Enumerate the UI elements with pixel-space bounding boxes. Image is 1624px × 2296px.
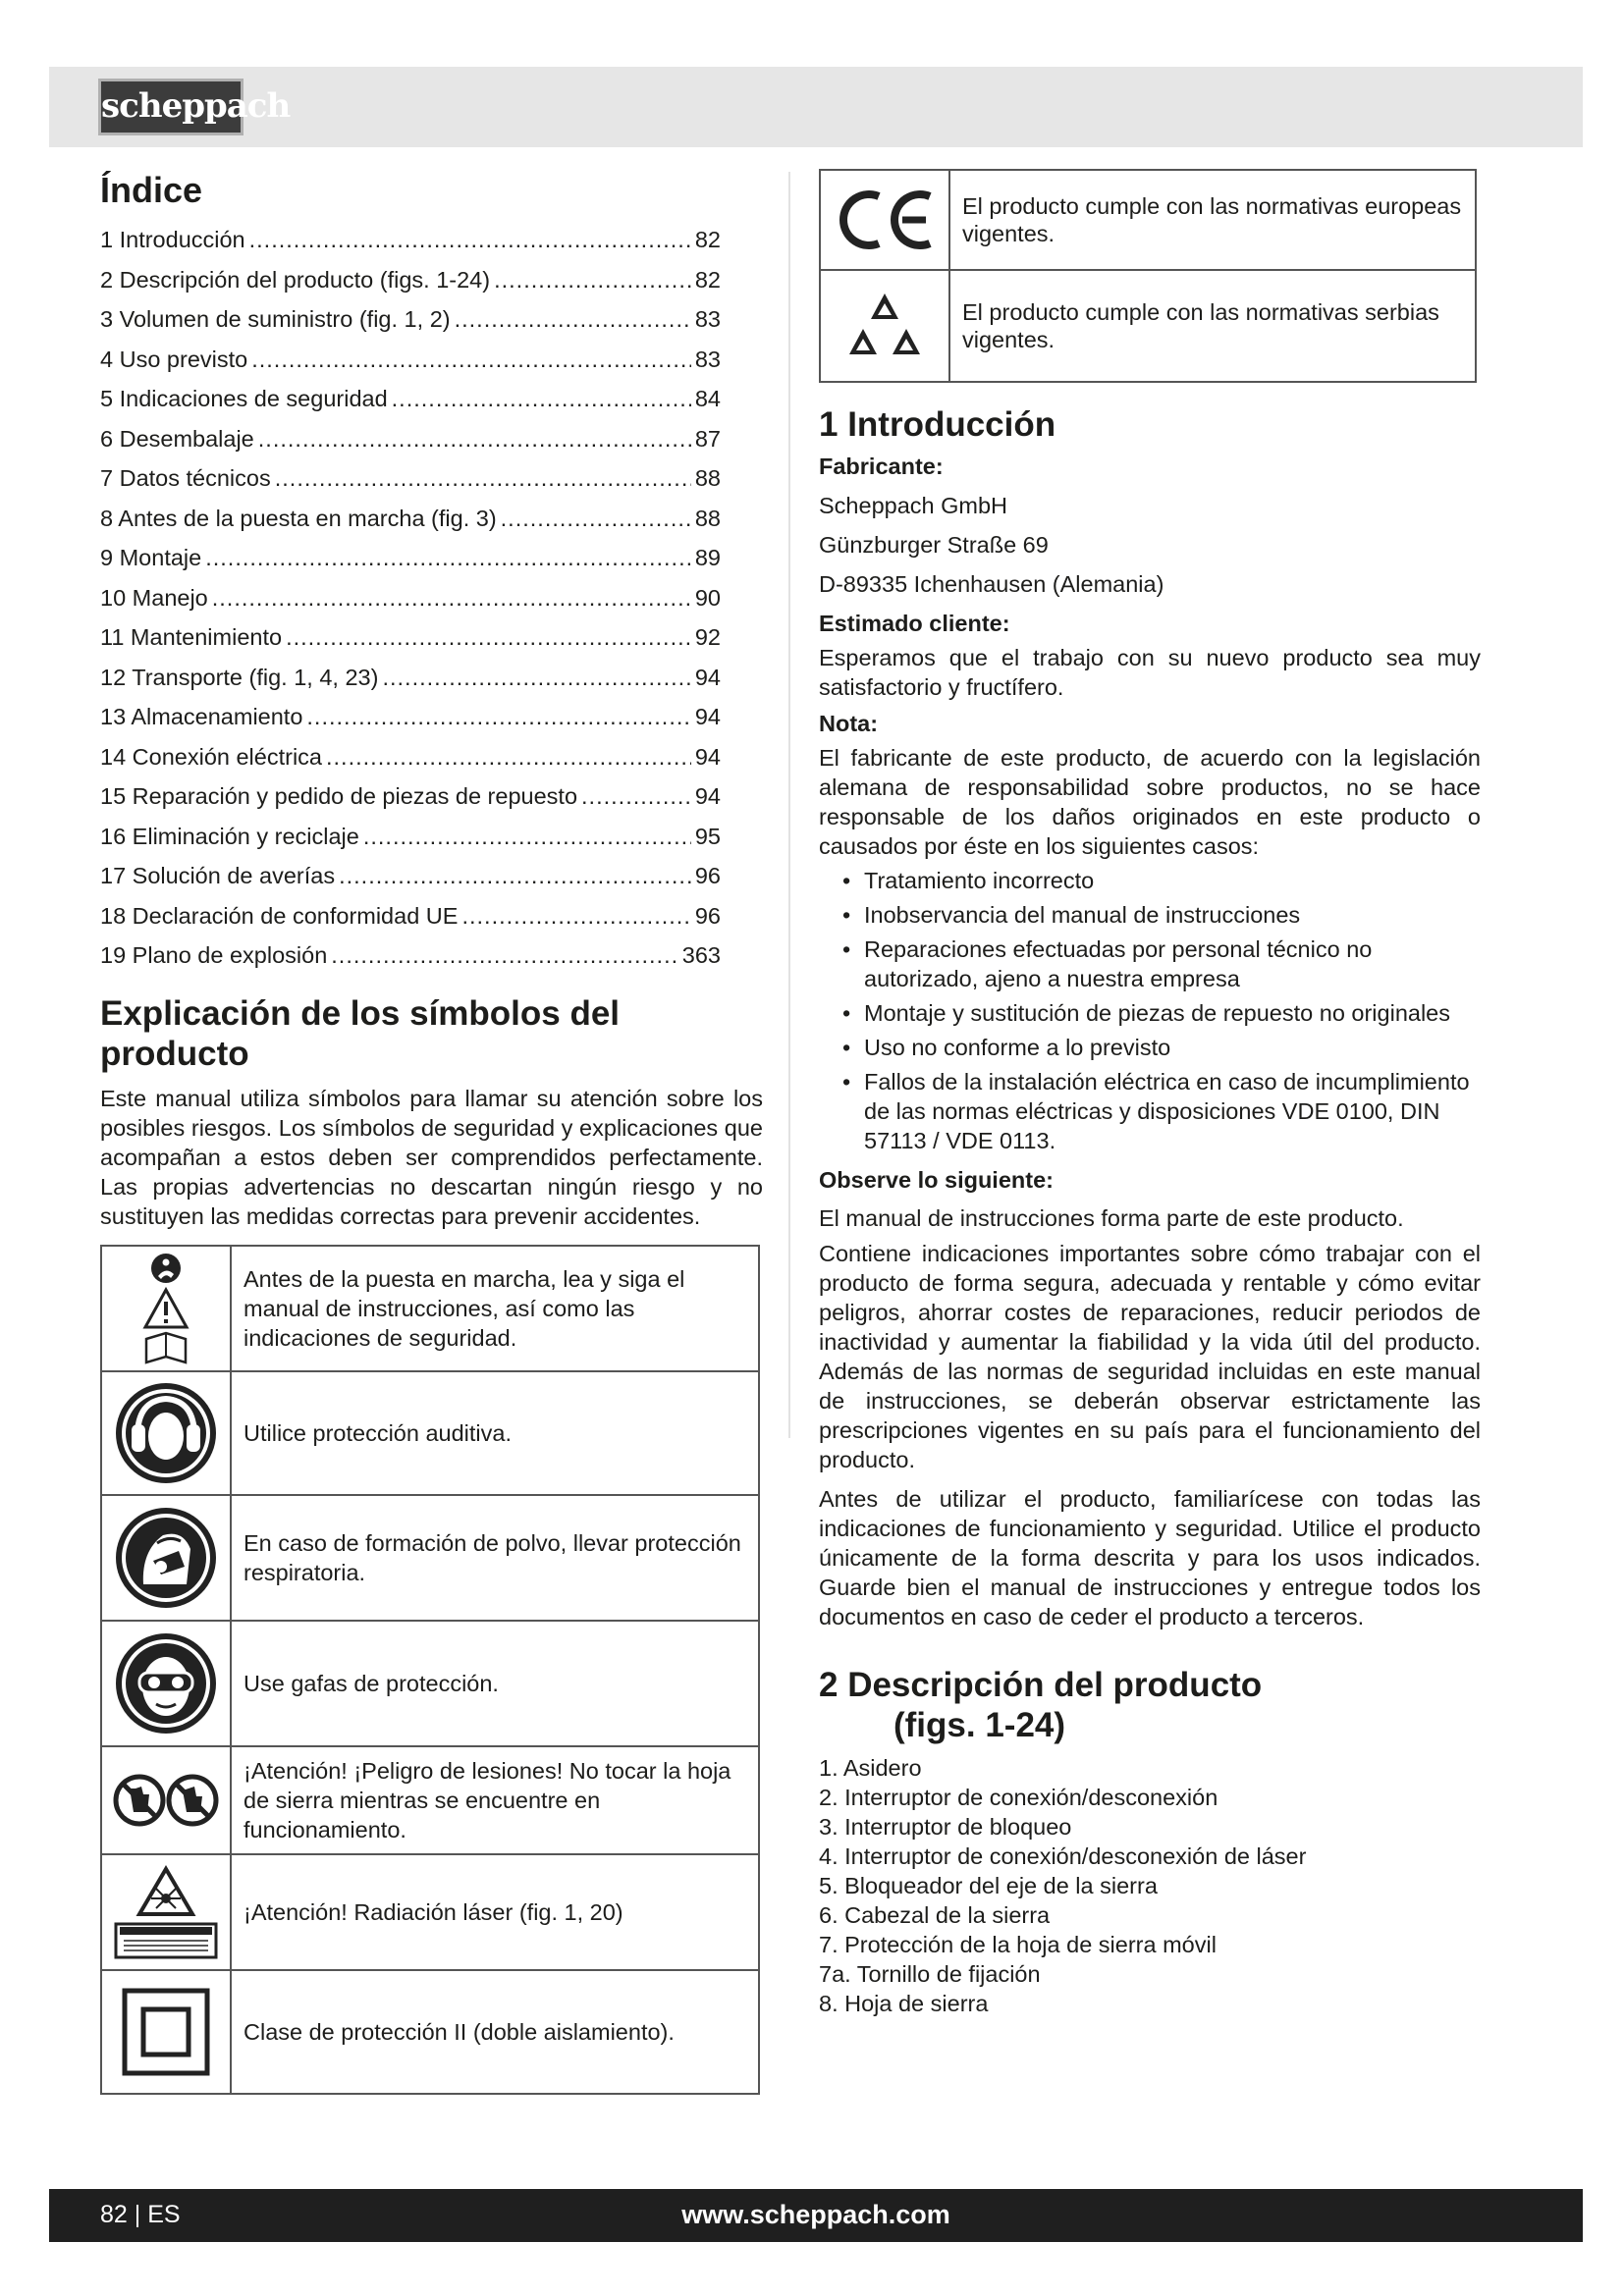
list-item: 2. Interruptor de conexión/desconexión [819,1785,1218,1810]
symbol-row [101,1970,759,2094]
toc-entry[interactable] [100,578,721,618]
toc-entry[interactable] [100,817,721,857]
toc-entry-label: 16 Eliminación y reciclaje [100,823,359,849]
list-item: 1. Asidero [819,1755,922,1781]
toc-entry-page: 94 [694,664,721,690]
toc-entry-label: 9 Montaje [100,545,202,570]
toc-leader-dots [306,697,690,737]
toc-entry[interactable] [100,379,721,419]
toc-entry-label: 8 Antes de la puesta en marcha (fig. 3) [100,505,497,531]
symbol-row [101,1621,759,1746]
list-item: 7. Protección de la hoja de sierra móvil [819,1932,1217,1957]
toc-entry-label: 4 Uso previsto [100,346,248,372]
toc-entry[interactable] [100,617,721,658]
list-item: • Uso no conforme a lo previsto [831,1033,1481,1062]
toc-entry-label: 14 Conexión eléctrica [100,743,322,770]
toc-entry-label: 13 Almacenamiento [100,704,303,729]
toc-entry-label: 12 Transporte (fig. 1, 4, 23) [100,664,379,690]
manufacturer-line: D-89335 Ichenhausen (Alemania) [819,571,1164,597]
toc-entry[interactable] [100,458,721,499]
symbol-row [101,1246,759,1371]
note-label: Nota: [819,711,879,736]
list-item: 8. Hoja de sierra [819,1991,989,2016]
symbol-description: Utilice protección auditiva. [231,1371,759,1495]
conformity-table [819,169,1477,383]
toc-leader-dots [382,658,690,698]
left-column [100,169,763,2095]
no-touch-icon [101,1746,231,1854]
toc-entry-label: 1 Introducción [100,227,245,252]
toc-entry-page: 96 [694,863,721,888]
toc-entry-label: 7 Datos técnicos [100,465,271,491]
list-item: • Fallos de la instalación eléctrica en caso de incumplimiento de las normas eléctricas y disposiciones VDE 0100, DIN 57113 / VDE 0113. [831,1067,1481,1155]
serbian-conformity-icon [820,270,949,382]
toc-entry[interactable] [100,299,721,340]
page-number: 82 | ES [100,2201,181,2228]
toc-entry-page: 90 [694,584,721,611]
product-parts-list [819,1753,1481,2018]
symbol-row [101,1746,759,1854]
toc-leader-dots [205,538,691,578]
toc-entry-page: 94 [694,783,721,809]
liability-cases-list [819,866,1481,1155]
toc-leader-dots [275,458,691,499]
manufacturer-line: Scheppach GmbH [819,493,1008,518]
toc-leader-dots [392,379,691,419]
observe-paragraph: Antes de utilizar el producto, familiarícese con todas las indicaciones de funcionamiento y seguridad. Utilice el producto únicamente de la forma descrita y para los usos indicados. Guarde bien el manual de instrucciones y entregue todos los documentos en caso de ceder el producto a terceros. [819,1486,1481,1629]
page-footer [49,2189,1583,2242]
toc-entry-label: 18 Declaración de conformidad UE [100,902,459,929]
toc-entry[interactable] [100,776,721,817]
toc-leader-dots [212,578,691,618]
toc-entry[interactable] [100,658,721,698]
toc-leader-dots [339,856,691,896]
symbol-description: El producto cumple con las normativas serbias vigentes. [949,270,1476,382]
symbol-description: Use gafas de protección. [231,1621,759,1746]
toc-entry[interactable] [100,538,721,578]
symbol-row [101,1495,759,1621]
symbols-table [100,1245,760,2095]
toc-entry-label: 3 Volumen de suministro (fig. 1, 2) [100,306,451,332]
toc-entry[interactable] [100,697,721,737]
manufacturer-label: Fabricante: [819,454,944,479]
toc-entry-page: 96 [694,902,721,929]
toc-entry[interactable] [100,260,721,300]
table-of-contents [100,220,763,976]
list-item: • Tratamiento incorrecto [831,866,1481,895]
read-manual-icon [101,1246,231,1371]
description-title [819,1665,1481,1745]
toc-leader-dots [455,299,691,340]
description-title-line2: (figs. 1-24) [893,1706,1066,1744]
intro-title: 1 Introducción [819,405,1056,444]
observe-paragraph: Contiene indicaciones importantes sobre cómo trabajar con el producto de forma segura, adecuada y rentable y cómo evitar peligros, ahorrar costes de reparaciones, reducir periodos de inactividad y aumentar la fiabilidad y la vida útil del producto. Además de las normas de seguridad incluidas en este manual de instrucciones, se deberán observar estrictamente las prescripciones vigentes en su país para el funcionamiento del producto. [819,1241,1481,1472]
observe-paragraph: El manual de instrucciones forma parte de este producto. [819,1205,1404,1231]
list-item: • Inobservancia del manual de instrucciones [831,900,1481,930]
toc-leader-dots [501,499,691,539]
toc-entry-label: 5 Indicaciones de seguridad [100,386,388,411]
toc-leader-dots [286,617,691,658]
toc-entry[interactable] [100,896,721,936]
toc-entry-label: 6 Desembalaje [100,425,254,452]
toc-entry-page: 84 [694,386,721,411]
toc-leader-dots [461,896,690,936]
manufacturer-line: Günzburger Straße 69 [819,532,1049,558]
toc-entry-label: 17 Solución de averías [100,863,336,888]
toc-entry-page: 92 [694,624,721,650]
toc-entry-page: 89 [694,545,721,570]
column-divider [788,172,790,1438]
toc-entry[interactable] [100,340,721,380]
customer-text: Esperamos que el trabajo con su nuevo producto sea muy satisfactorio y fructífero. [819,645,1481,700]
toc-entry[interactable] [100,856,721,896]
safety-goggles-icon [101,1621,231,1746]
toc-entry-page: 87 [694,425,721,452]
index-title: Índice [100,170,203,210]
symbol-row [820,170,1476,270]
toc-entry-page: 83 [694,346,721,372]
right-column [819,169,1481,2018]
toc-leader-dots [251,340,691,380]
scheppach-logo: scheppach [98,79,244,135]
list-item: 5. Bloqueador del eje de la sierra [819,1873,1158,1898]
respirator-icon [101,1495,231,1621]
toc-entry-page: 94 [694,704,721,729]
toc-leader-dots [581,776,691,817]
toc-entry[interactable] [100,220,721,260]
toc-entry-label: 19 Plano de explosión [100,942,328,968]
toc-entry[interactable] [100,419,721,459]
toc-entry-page: 82 [694,227,721,252]
toc-entry-page: 88 [694,505,721,531]
symbol-row [101,1854,759,1970]
symbols-title: Explicación de los símbolos del producto [100,993,621,1073]
list-item: • Montaje y sustitución de piezas de repuesto no originales [831,998,1481,1028]
list-item: • Reparaciones efectuadas por personal técnico no autorizado, ajeno a nuestra empresa [831,934,1481,993]
symbol-row [101,1371,759,1495]
toc-entry-label: 10 Manejo [100,584,208,611]
symbol-description: ¡Atención! Radiación láser (fig. 1, 20) [231,1854,759,1970]
list-item: 3. Interruptor de bloqueo [819,1814,1072,1840]
description-title-line1: 2 Descripción del producto [819,1666,1263,1704]
list-item: 4. Interruptor de conexión/desconexión de láser [819,1843,1307,1869]
symbol-description: Clase de protección II (doble aislamiento). [231,1970,759,2094]
toc-entry-page: 94 [694,743,721,770]
laser-warning-icon [101,1854,231,1970]
customer-label: Estimado cliente: [819,611,1010,636]
toc-entry-page: 82 [694,266,721,293]
toc-leader-dots [258,419,691,459]
list-item: 7a. Tornillo de fijación [819,1961,1041,1987]
toc-entry-page: 83 [694,306,721,332]
list-item: 6. Cabezal de la sierra [819,1902,1051,1928]
symbol-description: Antes de la puesta en marcha, lea y siga el manual de instrucciones, así como las indicaciones de seguridad. [231,1246,759,1371]
toc-entry-label: 11 Mantenimiento [100,624,283,650]
ce-mark-icon [820,170,949,270]
toc-leader-dots [331,935,678,976]
toc-entry-page: 95 [694,823,721,849]
toc-leader-dots [494,260,691,300]
symbol-description: El producto cumple con las normativas europeas vigentes. [949,170,1476,270]
toc-entry-label: 2 Descripción del producto (figs. 1-24) [100,266,491,293]
toc-entry[interactable] [100,737,721,777]
toc-leader-dots [326,737,691,777]
website-link[interactable]: www.scheppach.com [681,2200,950,2229]
observe-label: Observe lo siguiente: [819,1167,1054,1193]
toc-leader-dots [363,817,691,857]
toc-entry-label: 15 Reparación y pedido de piezas de repuesto [100,783,578,809]
page-header [49,67,1583,147]
symbol-description: En caso de formación de polvo, llevar protección respiratoria. [231,1495,759,1621]
note-text: El fabricante de este producto, de acuerdo con la legislación alemana de responsabilidad sobre productos, no se hace responsable de los daños originados en este producto o causados por éste en los siguientes casos: [819,745,1481,859]
ear-protection-icon [101,1371,231,1495]
protection-class-ii-icon [101,1970,231,2094]
toc-entry[interactable] [100,499,721,539]
symbol-description: ¡Atención! ¡Peligro de lesiones! No tocar la hoja de sierra mientras se encuentre en funcionamiento. [231,1746,759,1854]
toc-entry[interactable] [100,935,721,976]
toc-leader-dots [249,220,691,260]
symbol-row [820,270,1476,382]
toc-entry-page: 363 [681,942,721,968]
symbols-intro: Este manual utiliza símbolos para llamar su atención sobre los posibles riesgos. Los símbolos de seguridad y explicaciones que acompañan a estos deben ser comprendidos perfectamente. Las propias advertencias no descartan ningún riesgo y no sustituyen las medidas correctas para prevenir accidentes. [100,1085,763,1229]
toc-entry-page: 88 [694,465,721,491]
